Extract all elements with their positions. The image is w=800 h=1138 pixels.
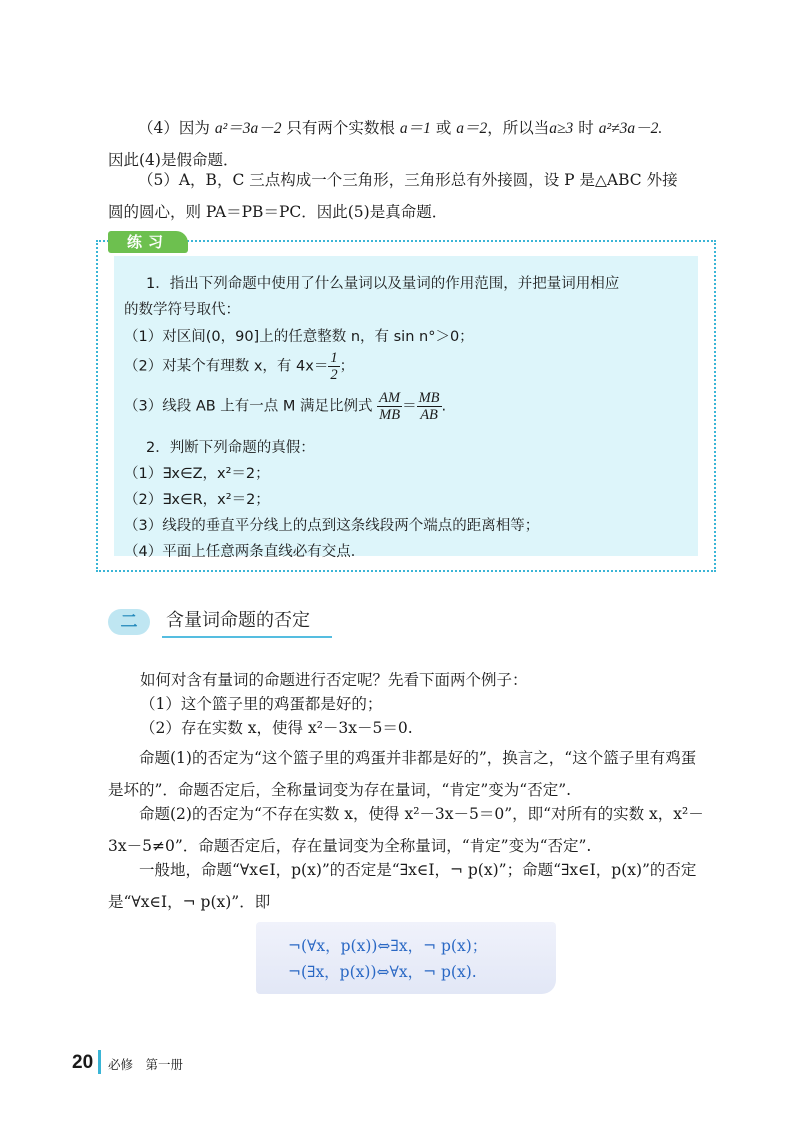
intro-text: 如何对含有量词的命题进行否定呢？先看下面两个例子： <box>140 671 528 689</box>
para-4-line-2: 因此(4)是假命题． <box>108 151 239 169</box>
text: ＝ <box>402 398 417 415</box>
text: . <box>441 398 447 415</box>
section-badge: 二 <box>108 609 150 635</box>
denominator: 2 <box>330 367 338 383</box>
text: ； <box>339 358 355 375</box>
footer-divider <box>98 1050 101 1074</box>
page-number: 20 <box>72 1052 94 1073</box>
practice-q2-item-2: （2）∃x∈R，x²＝2； <box>124 492 270 508</box>
practice-q2-item-1: （1）∃x∈Z，x²＝2； <box>124 466 270 482</box>
fraction-am-mb <box>377 390 402 423</box>
paragraph-negation-2: 命题(2)的否定为“不存在实数 x，使得 x²－3x－5＝0”，即“对所有的实数 x，x²－3x－5≠0”．命题否定后，存在量词变为全称量词，“肯定”变为“否定”. <box>108 805 704 855</box>
numerator: AM <box>379 390 401 406</box>
book-title: 必修 第一册 <box>108 1057 184 1072</box>
practice-q2-item-3: （3）线段的垂直平分线上的点到这条线段两个端点的距离相等； <box>124 518 540 534</box>
math: a²≠3a－2. <box>598 120 663 137</box>
formula-line-1: ¬(∀x，p(x))⇔∃x，¬ p(x)； <box>288 937 488 955</box>
example-2: （2）存在实数 x，使得 x²－3x－5＝0. <box>140 719 413 737</box>
text: 只有两个实数根 <box>286 119 395 137</box>
para-5-line-2: 圆的圆心，则 PA＝PB＝PC．因此(5)是真命题． <box>108 203 448 221</box>
text: （2）对某个有理数 x，有 4x＝ <box>124 358 329 375</box>
example-1: （1）这个篮子里的鸡蛋都是好的； <box>140 695 383 713</box>
formula-line-2: ¬(∃x，p(x))⇔∀x，¬ p(x). <box>288 963 477 981</box>
text: （4）因为 <box>138 119 210 137</box>
practice-tab: 练习 <box>108 231 188 253</box>
numerator: 1 <box>330 350 338 366</box>
para-5-line-1: （5）A，B，C 三点构成一个三角形，三角形总有外接圆，设 P 是△ABC 外接 <box>138 171 678 189</box>
math: a≥3 <box>549 120 574 137</box>
section-title: 含量词命题的否定 <box>162 608 332 638</box>
numerator: MB <box>418 390 440 406</box>
fraction-mb-ab <box>417 390 442 423</box>
practice-q2-item-4: （4）平面上任意两条直线必有交点． <box>124 544 366 560</box>
practice-q1-item-1: （1）对区间(0，90]上的任意整数 n，有 sin n°＞0； <box>124 329 474 345</box>
formula-box <box>256 922 556 994</box>
denominator: AB <box>420 407 438 423</box>
practice-q1-line-1: 1．指出下列命题中使用了什么量词以及量词的作用范围，并把量词用相应 <box>146 276 620 292</box>
text: （3）线段 AB 上有一点 M 满足比例式 <box>124 398 373 415</box>
fraction-one-half <box>328 350 339 383</box>
math: a＝2 <box>456 120 488 137</box>
text: 或 <box>435 119 452 137</box>
math: a²＝3a－2 <box>214 120 282 137</box>
text: 时 <box>578 119 594 137</box>
paragraph-general: 一般地，命题“∀x∈I，p(x)”的否定是“∃x∈I，¬ p(x)”；命题“∃x∈I，p(x)”的否定是“∀x∈I，¬ p(x)”．即 <box>108 861 697 911</box>
paragraph-negation-1: 命题(1)的否定为“这个篮子里的鸡蛋并非都是好的”，换言之，“这个篮子里有鸡蛋是坏的”．命题否定后，全称量词变为存在量词，“肯定”变为“否定”. <box>108 749 697 799</box>
practice-q1-item-3 <box>124 390 446 423</box>
practice-q1-item-2 <box>124 350 354 383</box>
practice-q1-line-2: 的数学符号取代： <box>124 302 240 318</box>
denominator: MB <box>379 407 401 423</box>
text: ，所以当 <box>487 119 550 137</box>
practice-q2-title: 2．判断下列命题的真假： <box>146 440 315 456</box>
math: a＝1 <box>399 120 431 137</box>
para-4-line-1 <box>138 116 662 138</box>
